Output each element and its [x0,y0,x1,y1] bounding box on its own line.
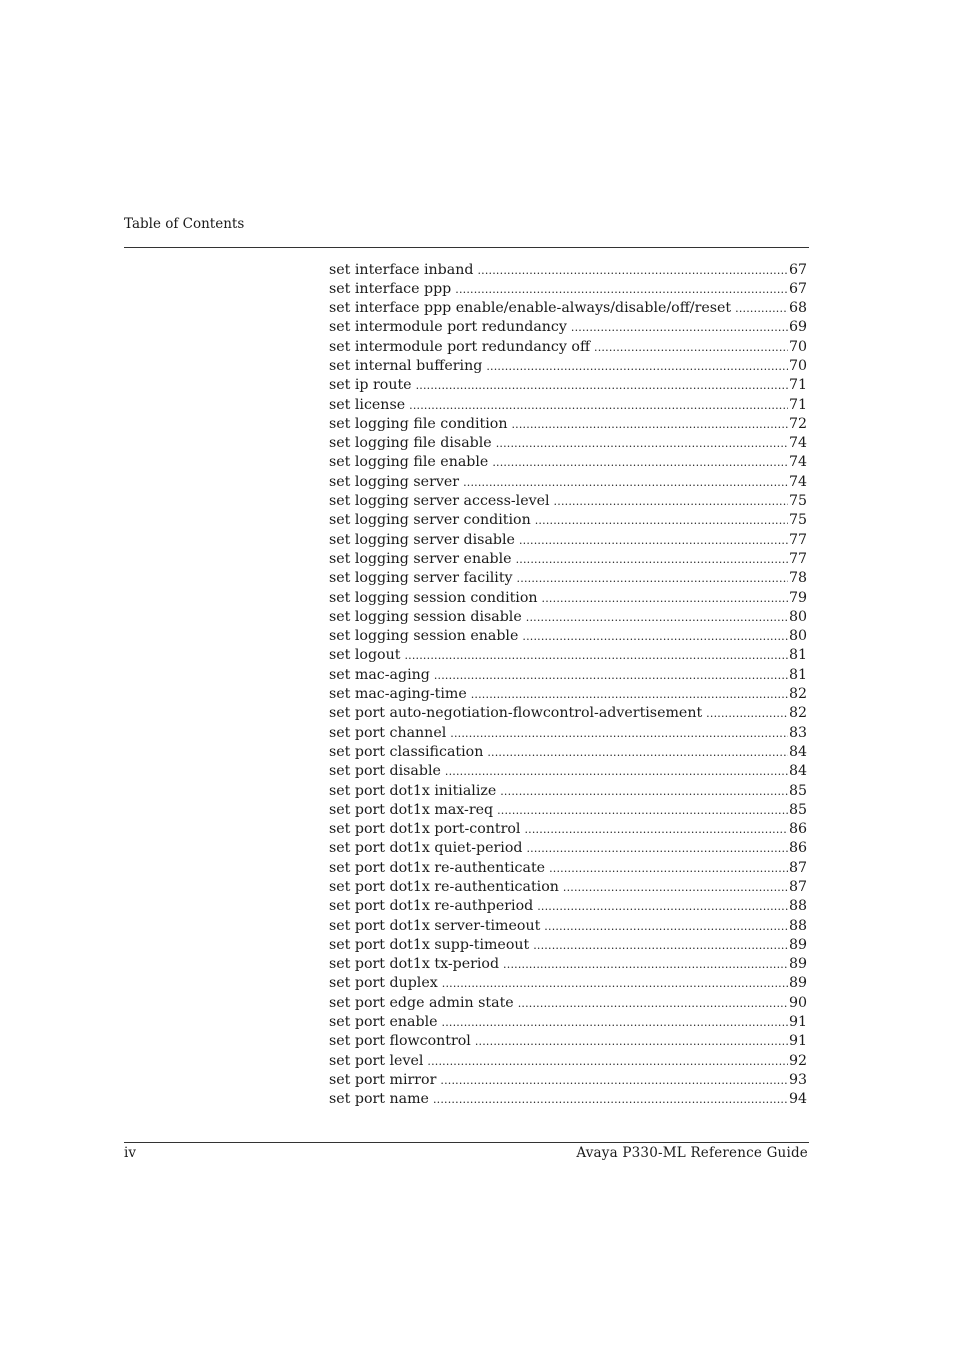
toc-entry-title: set logging file condition [329,415,508,432]
toc-entry-title: set license [329,396,406,413]
toc-entry[interactable] [329,782,807,801]
toc-entry-page: 80 [788,628,807,645]
toc-entry[interactable] [329,917,807,936]
toc-entry[interactable] [329,1071,807,1090]
dot-leader [463,473,788,492]
toc-entry-title: set port dot1x re-authenticate [329,859,546,876]
toc-entry[interactable] [329,357,807,376]
toc-entry-page: 91 [788,1014,807,1031]
toc-entry[interactable] [329,473,807,492]
dot-leader [442,974,788,993]
toc-entry[interactable] [329,589,807,608]
toc-entry-title: set port disable [329,763,441,780]
toc-entry[interactable] [329,280,807,299]
toc-entry[interactable] [329,685,807,704]
toc-entry-title: set intermodule port redundancy [329,319,567,336]
dot-leader [706,704,788,723]
toc-entry[interactable] [329,261,807,280]
toc-entry[interactable] [329,897,807,916]
toc-entry-title: set logging server condition [329,512,531,529]
toc-entry-title: set mac-aging-time [329,686,467,703]
toc-entry-page: 84 [788,763,807,780]
toc-entry[interactable] [329,936,807,955]
dot-leader [440,1071,788,1090]
toc-entry[interactable] [329,376,807,395]
toc-entry-page: 83 [788,724,807,741]
toc-entry[interactable] [329,396,807,415]
toc-entry-title: set port dot1x supp-timeout [329,936,530,953]
toc-entry[interactable] [329,434,807,453]
dot-leader [735,299,788,318]
toc-entry-title: set logging session enable [329,628,519,645]
toc-entry[interactable] [329,878,807,897]
dot-leader [511,415,787,434]
toc-entry-page: 91 [788,1033,807,1050]
dot-leader [404,646,788,665]
toc-entry-title: set port channel [329,724,447,741]
toc-entry-title: set logout [329,647,401,664]
toc-entry[interactable] [329,511,807,530]
toc-entry-title: set interface ppp enable/enable-always/disable/off/reset [329,300,732,317]
dot-leader [416,376,788,395]
toc-entry-page: 74 [788,473,807,490]
toc-entry-title: set logging server disable [329,531,515,548]
toc-entry-page: 67 [788,280,807,297]
dot-leader [549,859,788,878]
toc-entry[interactable] [329,550,807,569]
dot-leader [571,318,788,337]
toc-entry-title: set port classification [329,743,484,760]
toc-entry[interactable] [329,974,807,993]
toc-entry[interactable] [329,569,807,588]
toc-entry[interactable] [329,801,807,820]
dot-leader [517,569,788,588]
running-header: Table of Contents [124,216,245,232]
toc-entry-title: set port duplex [329,975,438,992]
toc-entry[interactable] [329,859,807,878]
dot-leader [433,1090,788,1109]
dot-leader [434,666,788,685]
toc-entry-title: set intermodule port redundancy off [329,338,591,355]
toc-entry[interactable] [329,453,807,472]
toc-entry-title: set logging server enable [329,550,512,567]
toc-entry-title: set logging server [329,473,460,490]
toc-entry[interactable] [329,608,807,627]
toc-entry-page: 71 [788,377,807,394]
toc-entry-page: 85 [788,782,807,799]
toc-entry-page: 74 [788,454,807,471]
toc-entry-title: set internal buffering [329,357,483,374]
toc-entry-page: 69 [788,319,807,336]
toc-entry-page: 89 [788,936,807,953]
toc-entry-title: set logging server facility [329,570,513,587]
dot-leader [522,627,788,646]
toc-entry-page: 92 [788,1052,807,1069]
toc-entry-page: 93 [788,1071,807,1088]
toc-entry-title: set interface inband [329,261,474,278]
toc-entry-page: 71 [788,396,807,413]
toc-entry[interactable] [329,724,807,743]
toc-entry-title: set logging server access-level [329,493,550,510]
toc-entry-page: 94 [788,1091,807,1108]
toc-entry-title: set port enable [329,1014,438,1031]
toc-entry-page: 84 [788,743,807,760]
toc-entry-page: 82 [788,686,807,703]
toc-entry-title: set logging file enable [329,454,489,471]
toc-entry-title: set port dot1x server-timeout [329,917,541,934]
toc-entry-page: 85 [788,801,807,818]
dot-leader [497,801,788,820]
toc-entry[interactable] [329,1032,807,1051]
toc-entry-page: 72 [788,415,807,432]
page-number: iv [124,1145,136,1161]
toc-entry[interactable] [329,704,807,723]
toc-entry-page: 87 [788,879,807,895]
toc-entry-title: set port dot1x tx-period [329,956,500,973]
toc-entry[interactable] [329,1013,807,1032]
dot-leader [503,955,788,974]
toc-entry-title: set mac-aging [329,666,430,683]
dot-leader [445,762,788,781]
toc-list [329,261,807,1110]
toc-entry-page: 74 [788,435,807,452]
dot-leader [533,936,788,955]
toc-entry-title: set port level [329,1052,424,1069]
dot-leader [526,839,788,858]
dot-leader [487,743,788,762]
footer-rule [124,1142,809,1143]
toc-entry-page: 68 [788,300,807,317]
toc-entry[interactable] [329,762,807,781]
toc-entry-title: set port flowcontrol [329,1033,471,1050]
toc-entry[interactable] [329,299,807,318]
toc-entry[interactable] [329,839,807,858]
toc-entry-page: 77 [788,550,807,567]
toc-entry-title: set ip route [329,377,412,394]
toc-entry[interactable] [329,1090,807,1109]
toc-entry-page: 77 [788,531,807,548]
toc-entry[interactable] [329,318,807,337]
toc-entry[interactable] [329,743,807,762]
dot-leader [524,820,787,839]
toc-entry-page: 79 [788,589,807,606]
toc-entry-title: set port edge admin state [329,994,514,1011]
toc-entry-title: set logging session condition [329,589,538,606]
toc-entry-page: 88 [788,898,807,915]
toc-entry-page: 88 [788,917,807,934]
dot-leader [518,994,788,1013]
toc-entry-page: 81 [788,666,807,683]
dot-leader [471,685,788,704]
toc-entry-title: set port dot1x port-control [329,821,521,838]
dot-leader [477,261,787,280]
dot-leader [492,453,788,472]
toc-entry-title: set logging session disable [329,608,522,625]
dot-leader [450,724,788,743]
toc-entry-page: 80 [788,608,807,625]
toc-entry-title: set logging file disable [329,435,492,452]
dot-leader [455,280,788,299]
document-title: Avaya P330-ML Reference Guide [576,1145,808,1161]
dot-leader [542,589,788,608]
toc-entry-page: 67 [788,261,807,278]
toc-entry-page: 90 [788,994,807,1011]
toc-entry-page: 89 [788,956,807,973]
toc-entry-page: 70 [788,338,807,355]
dot-leader [544,917,788,936]
dot-leader [554,492,788,511]
dot-leader [516,550,788,569]
toc-entry-title: set interface ppp [329,280,452,297]
dot-leader [537,897,788,916]
toc-entry-title: set port name [329,1091,429,1108]
dot-leader [427,1052,788,1071]
dot-leader [409,396,788,415]
toc-entry[interactable] [329,415,807,434]
dot-leader [442,1013,788,1032]
dot-leader [500,782,788,801]
toc-entry[interactable] [329,338,807,357]
dot-leader [526,608,788,627]
toc-entry-title: set port dot1x re-authperiod [329,898,534,915]
toc-entry-page: 78 [788,570,807,587]
toc-entry-page: 86 [788,840,807,857]
toc-entry-title: set port mirror [329,1071,437,1088]
toc-entry-page: 89 [788,975,807,992]
toc-entry-page: 81 [788,647,807,664]
dot-leader [486,357,788,376]
dot-leader [535,511,788,530]
toc-entry-title: set port dot1x quiet-period [329,840,523,857]
toc-entry[interactable] [329,955,807,974]
toc-entry-title: set port auto-negotiation-flowcontrol-advertisement [329,705,703,722]
dot-leader [496,434,788,453]
toc-entry[interactable] [329,531,807,550]
toc-entry[interactable] [329,666,807,685]
toc-entry[interactable] [329,627,807,646]
toc-entry-page: 82 [788,705,807,722]
toc-entry[interactable] [329,646,807,665]
toc-entry[interactable] [329,994,807,1013]
header-rule [124,247,809,248]
toc-entry-title: set port dot1x re-authentication [329,879,559,895]
toc-entry-title: set port dot1x max-req [329,801,494,818]
toc-entry-page: 87 [788,859,807,876]
dot-leader [475,1032,788,1051]
toc-entry-page: 86 [788,821,807,838]
dot-leader [519,531,788,550]
toc-entry[interactable] [329,1052,807,1071]
toc-entry-page: 70 [788,357,807,374]
toc-entry-page: 75 [788,493,807,510]
toc-entry-title: set port dot1x initialize [329,782,497,799]
dot-leader [594,338,788,357]
dot-leader [563,878,788,897]
toc-entry[interactable] [329,492,807,511]
toc-entry-page: 75 [788,512,807,529]
toc-entry[interactable] [329,820,807,839]
